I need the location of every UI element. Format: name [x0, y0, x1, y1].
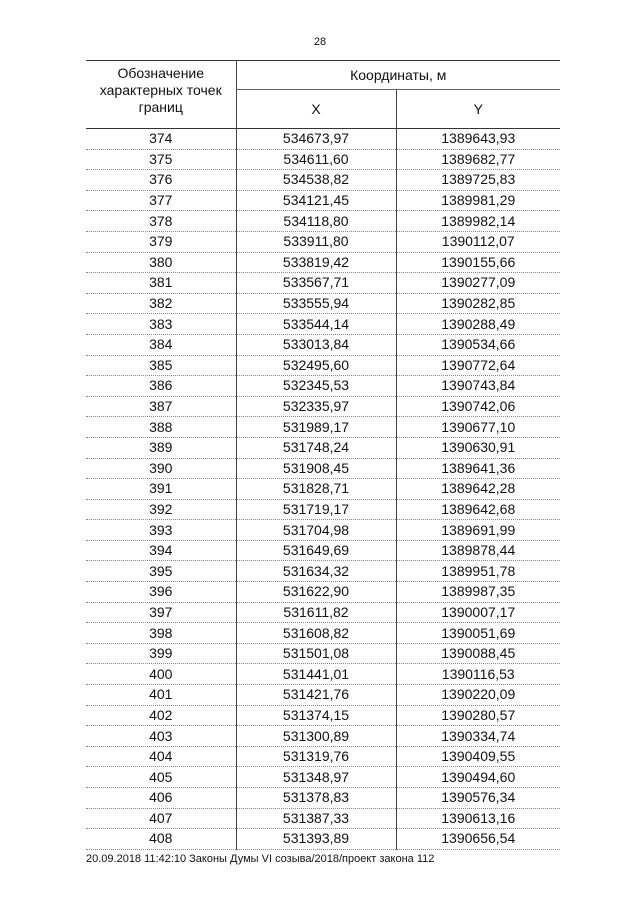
table-row	[86, 211, 560, 232]
header-point-name-line: Обозначение	[117, 65, 205, 81]
point-id-cell: 402	[86, 705, 236, 726]
y-coordinate-cell: 1389643,93	[396, 129, 560, 150]
table-row	[86, 808, 560, 829]
y-coordinate-cell: 1390534,66	[396, 334, 560, 355]
table-row	[86, 788, 560, 809]
point-id-cell: 380	[86, 252, 236, 273]
table-row	[86, 664, 560, 685]
x-coordinate-cell: 531719,17	[236, 499, 396, 520]
footer-path: 20.09.2018 11:42:10 Законы Думы VI созыва/2018/проект закона 112	[86, 853, 435, 865]
table-row	[86, 190, 560, 211]
point-id-cell: 382	[86, 293, 236, 314]
x-coordinate-cell: 531611,82	[236, 602, 396, 623]
x-coordinate-cell: 531608,82	[236, 623, 396, 644]
page-number: 28	[313, 36, 327, 48]
point-id-cell: 385	[86, 355, 236, 376]
point-id-cell: 376	[86, 170, 236, 191]
point-id-cell: 383	[86, 314, 236, 335]
x-coordinate-cell: 533567,71	[236, 273, 396, 294]
point-id-cell: 387	[86, 396, 236, 417]
y-coordinate-cell: 1390277,09	[396, 273, 560, 294]
table-row	[86, 396, 560, 417]
table-row	[86, 561, 560, 582]
point-id-cell: 394	[86, 540, 236, 561]
point-id-cell: 389	[86, 437, 236, 458]
x-coordinate-cell: 532335,97	[236, 396, 396, 417]
point-id-cell: 396	[86, 582, 236, 603]
table-row	[86, 334, 560, 355]
x-coordinate-cell: 531989,17	[236, 417, 396, 438]
y-coordinate-cell: 1389642,28	[396, 479, 560, 500]
table-header	[86, 61, 560, 129]
header-x: X	[236, 90, 396, 129]
x-coordinate-cell: 531649,69	[236, 540, 396, 561]
table-row	[86, 231, 560, 252]
point-id-cell: 395	[86, 561, 236, 582]
table-row	[86, 602, 560, 623]
point-id-cell: 386	[86, 376, 236, 397]
point-id-cell: 374	[86, 129, 236, 150]
table-row	[86, 520, 560, 541]
table-row	[86, 829, 560, 850]
y-coordinate-cell: 1390051,69	[396, 623, 560, 644]
point-id-cell: 405	[86, 767, 236, 788]
x-coordinate-cell: 533819,42	[236, 252, 396, 273]
x-coordinate-cell: 531300,89	[236, 726, 396, 747]
table-row	[86, 458, 560, 479]
table-row	[86, 149, 560, 170]
y-coordinate-cell: 1389725,83	[396, 170, 560, 191]
x-coordinate-cell: 531704,98	[236, 520, 396, 541]
table-row	[86, 540, 560, 561]
table-row	[86, 705, 560, 726]
y-coordinate-cell: 1389982,14	[396, 211, 560, 232]
point-id-cell: 398	[86, 623, 236, 644]
header-point-name-line: характерных точек	[99, 82, 222, 98]
point-id-cell: 379	[86, 231, 236, 252]
header-point-name-line: границ	[138, 99, 183, 115]
x-coordinate-cell: 534118,80	[236, 211, 396, 232]
x-coordinate-cell: 532345,53	[236, 376, 396, 397]
y-coordinate-cell: 1390116,53	[396, 664, 560, 685]
table-row	[86, 293, 560, 314]
y-coordinate-cell: 1390742,06	[396, 396, 560, 417]
table-row	[86, 685, 560, 706]
y-coordinate-cell: 1389981,29	[396, 190, 560, 211]
table-row	[86, 479, 560, 500]
point-id-cell: 406	[86, 788, 236, 809]
table-row	[86, 582, 560, 603]
y-coordinate-cell: 1390677,10	[396, 417, 560, 438]
x-coordinate-cell: 534673,97	[236, 129, 396, 150]
table-row	[86, 129, 560, 150]
point-id-cell: 399	[86, 643, 236, 664]
x-coordinate-cell: 531393,89	[236, 829, 396, 850]
point-id-cell: 400	[86, 664, 236, 685]
x-coordinate-cell: 533555,94	[236, 293, 396, 314]
x-coordinate-cell: 531441,01	[236, 664, 396, 685]
y-coordinate-cell: 1390494,60	[396, 767, 560, 788]
x-coordinate-cell: 531828,71	[236, 479, 396, 500]
header-coordinates: Координаты, м	[236, 61, 560, 90]
y-coordinate-cell: 1390630,91	[396, 437, 560, 458]
point-id-cell: 375	[86, 149, 236, 170]
point-id-cell: 391	[86, 479, 236, 500]
y-coordinate-cell: 1390743,84	[396, 376, 560, 397]
point-id-cell: 388	[86, 417, 236, 438]
y-coordinate-cell: 1389641,36	[396, 458, 560, 479]
y-coordinate-cell: 1390155,66	[396, 252, 560, 273]
x-coordinate-cell: 531622,90	[236, 582, 396, 603]
table-row	[86, 170, 560, 191]
x-coordinate-cell: 531908,45	[236, 458, 396, 479]
y-coordinate-cell: 1389951,78	[396, 561, 560, 582]
x-coordinate-cell: 531421,76	[236, 685, 396, 706]
header-y: Y	[396, 90, 560, 129]
y-coordinate-cell: 1390007,17	[396, 602, 560, 623]
x-coordinate-cell: 534611,60	[236, 149, 396, 170]
y-coordinate-cell: 1390409,55	[396, 746, 560, 767]
x-coordinate-cell: 531348,97	[236, 767, 396, 788]
point-id-cell: 390	[86, 458, 236, 479]
y-coordinate-cell: 1390613,16	[396, 808, 560, 829]
table-row	[86, 273, 560, 294]
point-id-cell: 378	[86, 211, 236, 232]
point-id-cell: 407	[86, 808, 236, 829]
x-coordinate-cell: 531748,24	[236, 437, 396, 458]
y-coordinate-cell: 1390282,85	[396, 293, 560, 314]
y-coordinate-cell: 1389642,68	[396, 499, 560, 520]
table-row	[86, 376, 560, 397]
table-body	[86, 129, 560, 850]
header-point-name	[86, 61, 236, 129]
table-row	[86, 726, 560, 747]
table-row	[86, 437, 560, 458]
x-coordinate-cell: 531501,08	[236, 643, 396, 664]
x-coordinate-cell: 534121,45	[236, 190, 396, 211]
table-row	[86, 314, 560, 335]
x-coordinate-cell: 531378,83	[236, 788, 396, 809]
y-coordinate-cell: 1390088,45	[396, 643, 560, 664]
coordinates-table	[86, 60, 560, 850]
table-row	[86, 252, 560, 273]
point-id-cell: 408	[86, 829, 236, 850]
table-row	[86, 767, 560, 788]
y-coordinate-cell: 1390656,54	[396, 829, 560, 850]
y-coordinate-cell: 1390220,09	[396, 685, 560, 706]
x-coordinate-cell: 533013,84	[236, 334, 396, 355]
y-coordinate-cell: 1390280,57	[396, 705, 560, 726]
x-coordinate-cell: 531387,33	[236, 808, 396, 829]
point-id-cell: 397	[86, 602, 236, 623]
table-row	[86, 746, 560, 767]
x-coordinate-cell: 531634,32	[236, 561, 396, 582]
point-id-cell: 404	[86, 746, 236, 767]
point-id-cell: 381	[86, 273, 236, 294]
point-id-cell: 384	[86, 334, 236, 355]
table-row	[86, 643, 560, 664]
y-coordinate-cell: 1389691,99	[396, 520, 560, 541]
x-coordinate-cell: 533544,14	[236, 314, 396, 335]
x-coordinate-cell: 532495,60	[236, 355, 396, 376]
x-coordinate-cell: 531319,76	[236, 746, 396, 767]
table-row	[86, 355, 560, 376]
table-row	[86, 499, 560, 520]
table-row	[86, 623, 560, 644]
x-coordinate-cell: 533911,80	[236, 231, 396, 252]
y-coordinate-cell: 1390288,49	[396, 314, 560, 335]
y-coordinate-cell: 1390334,74	[396, 726, 560, 747]
y-coordinate-cell: 1390576,34	[396, 788, 560, 809]
y-coordinate-cell: 1389682,77	[396, 149, 560, 170]
y-coordinate-cell: 1389987,35	[396, 582, 560, 603]
point-id-cell: 377	[86, 190, 236, 211]
y-coordinate-cell: 1389878,44	[396, 540, 560, 561]
y-coordinate-cell: 1390112,07	[396, 231, 560, 252]
y-coordinate-cell: 1390772,64	[396, 355, 560, 376]
point-id-cell: 403	[86, 726, 236, 747]
x-coordinate-cell: 534538,82	[236, 170, 396, 191]
point-id-cell: 401	[86, 685, 236, 706]
table-row	[86, 417, 560, 438]
point-id-cell: 392	[86, 499, 236, 520]
x-coordinate-cell: 531374,15	[236, 705, 396, 726]
point-id-cell: 393	[86, 520, 236, 541]
